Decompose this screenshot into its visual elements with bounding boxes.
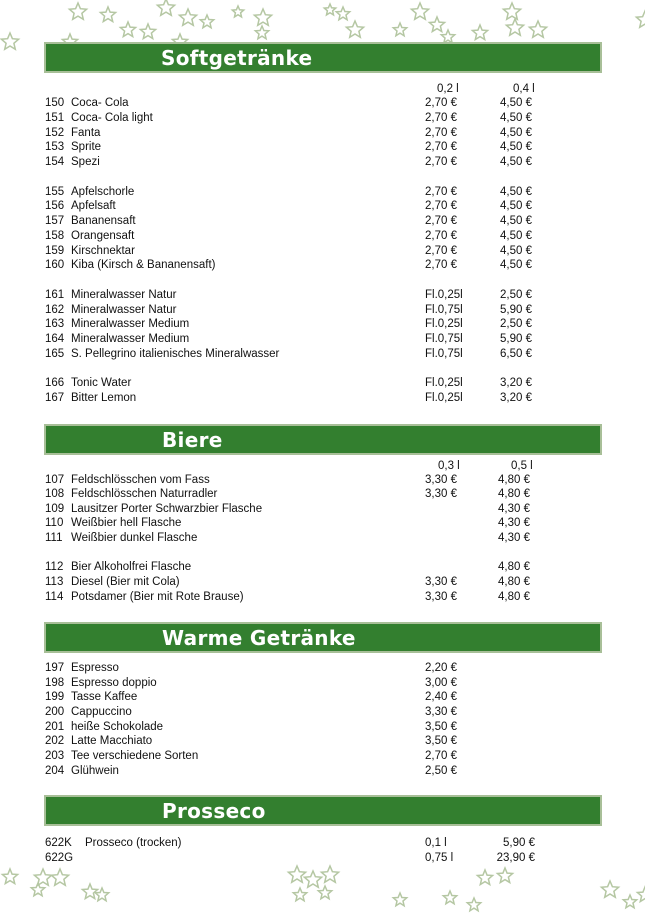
item-price-2: 4,30 € (498, 517, 530, 529)
menu-item (45, 347, 555, 362)
item-name: Kirschnektar (71, 245, 135, 257)
item-price-2: 23,90 € (496, 852, 535, 864)
item-price-2: 4,80 € (498, 576, 530, 588)
item-price-2: 4,80 € (498, 591, 530, 603)
item-price-2: 2,50 € (500, 289, 532, 301)
item-price-2: 4,50 € (500, 141, 532, 153)
item-name: Apfelsaft (71, 200, 116, 212)
menu-item (45, 836, 555, 851)
item-name: Weißbier dunkel Flasche (71, 532, 198, 544)
item-name: heiße Schokolade (71, 721, 164, 733)
star-icon (393, 23, 406, 36)
item-price-2: 4,50 € (500, 230, 532, 242)
item-price-1: 2,70 € (425, 127, 457, 139)
item-name: Mineralwasser Medium (71, 333, 190, 345)
item-price-1: 3,30 € (425, 576, 457, 588)
item-price-1: Fl.0,25l (425, 289, 463, 301)
item-number: 163 (45, 318, 65, 330)
item-name: Espresso (71, 662, 119, 674)
star-icon (179, 9, 196, 25)
item-price-1: 2,70 € (425, 215, 457, 227)
item-number: 204 (45, 765, 65, 777)
menu-item (45, 111, 555, 126)
section-title: Prosseco (162, 799, 266, 823)
star-icon (31, 883, 44, 896)
star-icon (82, 884, 97, 899)
section-header-softgetraenke (44, 42, 602, 73)
menu-item (45, 303, 555, 318)
item-number: 112 (45, 561, 64, 573)
section-title: Softgetränke (161, 46, 313, 70)
star-icon (255, 26, 268, 39)
menu-item (45, 575, 555, 590)
item-number: 110 (45, 517, 64, 529)
menu-item (45, 720, 555, 735)
menu-item (45, 473, 555, 488)
item-number: 107 (45, 474, 65, 486)
star-icon (601, 881, 618, 897)
menu-item (45, 332, 555, 347)
item-name: Feldschlösschen Naturradler (71, 488, 218, 500)
item-price-1: 0,75 l (425, 852, 454, 864)
item-price-2: 3,20 € (500, 392, 532, 404)
column-headers (45, 459, 555, 474)
item-name: Espresso doppio (71, 677, 157, 689)
item-name: Bitter Lemon (71, 392, 137, 404)
item-price-1: Fl.0,25l (425, 392, 463, 404)
item-price-2: 6,50 € (500, 348, 532, 360)
item-price-1: 3,50 € (425, 735, 457, 747)
item-number: 155 (45, 186, 65, 198)
star-icon (393, 893, 406, 906)
item-number: 197 (45, 662, 65, 674)
item-number: 203 (45, 750, 65, 762)
item-price-2: 4,30 € (498, 532, 530, 544)
column-header-large: 0,5 l (511, 460, 533, 472)
star-icon (637, 887, 645, 902)
item-price-1: 2,70 € (425, 112, 457, 124)
menu-item (45, 214, 555, 229)
item-price-2: 4,80 € (498, 561, 530, 573)
menu-item (45, 258, 555, 273)
item-name: Latte Macchiato (71, 735, 153, 747)
item-price-2: 5,90 € (500, 333, 532, 345)
item-name: Mineralwasser Natur (71, 289, 177, 301)
star-icon (346, 21, 363, 37)
item-price-1: 2,50 € (425, 765, 457, 777)
menu-item (45, 487, 555, 502)
star-icon (529, 21, 546, 37)
menu-item (45, 661, 555, 676)
item-name: Coca- Cola light (71, 112, 153, 124)
item-price-1: 0,1 l (425, 837, 447, 849)
star-icon (623, 895, 636, 908)
star-icon (477, 870, 492, 885)
item-price-1: Fl.0,25l (425, 377, 463, 389)
item-name: Weißbier hell Flasche (71, 517, 182, 529)
menu-item (45, 676, 555, 691)
item-name: Mineralwasser Medium (71, 318, 190, 330)
item-number: 114 (45, 591, 64, 603)
menu-item (45, 531, 555, 546)
menu-item (45, 126, 555, 141)
section-header-warme-getraenke (44, 622, 602, 653)
section-title: Biere (162, 428, 223, 452)
item-name: Coca- Cola (71, 97, 129, 109)
item-price-2: 4,50 € (500, 215, 532, 227)
item-price-1: Fl.0,75l (425, 304, 463, 316)
item-number: 622G (45, 852, 74, 864)
star-icon (441, 30, 454, 43)
item-number: 154 (45, 156, 65, 168)
item-number: 111 (45, 532, 63, 544)
item-name: Potsdamer (Bier mit Rote Brause) (71, 591, 244, 603)
menu-item (45, 764, 555, 779)
item-name: Orangensaft (71, 230, 135, 242)
item-price-1: Fl.0,25l (425, 318, 463, 330)
star-icon (100, 7, 115, 22)
menu-item (45, 199, 555, 214)
menu-item (45, 734, 555, 749)
item-price-1: Fl.0,75l (425, 348, 463, 360)
star-icon (503, 3, 520, 19)
item-name: Mineralwasser Natur (71, 304, 177, 316)
item-price-1: 2,70 € (425, 141, 457, 153)
star-icon (472, 25, 487, 40)
menu-item (45, 244, 555, 259)
item-number: 152 (45, 127, 65, 139)
item-name: Tonic Water (71, 377, 132, 389)
item-price-1: 3,30 € (425, 474, 457, 486)
item-name: Kiba (Kirsch & Bananensaft) (71, 259, 216, 271)
item-name: Cappuccino (71, 706, 132, 718)
star-icon (467, 898, 480, 911)
item-name: Apfelschorle (71, 186, 135, 198)
item-price-1: 2,20 € (425, 662, 457, 674)
menu-item (45, 229, 555, 244)
item-price-2: 4,50 € (500, 127, 532, 139)
item-name: Prosseco (trocken) (85, 837, 182, 849)
item-price-2: 3,20 € (500, 377, 532, 389)
column-header-small: 0,3 l (438, 460, 460, 472)
item-price-2: 4,50 € (500, 245, 532, 257)
item-number: 113 (45, 576, 64, 588)
item-number: 201 (45, 721, 65, 733)
item-name: Bier Alkoholfrei Flasche (71, 561, 192, 573)
menu-item (45, 96, 555, 111)
column-header-large: 0,4 l (513, 83, 535, 95)
star-icon (429, 17, 444, 32)
item-name: Lausitzer Porter Schwarzbier Flasche (71, 503, 263, 515)
star-icon (2, 869, 17, 884)
item-price-1: 3,30 € (425, 488, 457, 500)
section-header-biere (44, 424, 602, 455)
star-icon (497, 868, 512, 883)
item-number: 108 (45, 488, 65, 500)
item-number: 157 (45, 215, 65, 227)
menu-item (45, 376, 555, 391)
star-icon (304, 871, 321, 887)
item-price-1: 2,70 € (425, 200, 457, 212)
item-price-1: 2,70 € (425, 245, 457, 257)
item-price-1: 2,70 € (425, 97, 457, 109)
star-icon (411, 3, 428, 19)
star-icon (636, 11, 645, 27)
item-price-1: 2,40 € (425, 691, 457, 703)
column-header-small: 0,2 l (437, 83, 459, 95)
menu-item (45, 502, 555, 517)
star-icon (318, 886, 331, 899)
item-price-2: 4,50 € (500, 200, 532, 212)
menu-item (45, 155, 555, 170)
star-icon (157, 0, 174, 15)
item-price-1: 2,70 € (425, 186, 457, 198)
menu-item (45, 391, 555, 406)
item-number: 160 (45, 259, 65, 271)
item-name: Feldschlösschen vom Fass (71, 474, 210, 486)
item-number: 150 (45, 97, 65, 109)
star-icon (506, 19, 523, 35)
item-name: Tee verschiedene Sorten (71, 750, 199, 762)
item-number: 200 (45, 706, 65, 718)
star-icon (200, 15, 213, 28)
item-price-1: 3,00 € (425, 677, 457, 689)
menu-item (45, 185, 555, 200)
item-name: Sprite (71, 141, 102, 153)
item-name: Bananensaft (71, 215, 136, 227)
item-number: 198 (45, 677, 65, 689)
item-price-1: 3,30 € (425, 706, 457, 718)
item-number: 153 (45, 141, 65, 153)
item-price-2: 2,50 € (500, 318, 532, 330)
star-icon (69, 3, 86, 19)
item-price-1: 2,70 € (425, 230, 457, 242)
section-header-prosseco (44, 795, 602, 826)
item-number: 202 (45, 735, 65, 747)
star-icon (95, 888, 108, 901)
item-number: 166 (45, 377, 65, 389)
item-number: 161 (45, 289, 65, 301)
menu-item (45, 317, 555, 332)
item-price-2: 4,50 € (500, 156, 532, 168)
item-number: 162 (45, 304, 65, 316)
item-price-2: 4,50 € (500, 112, 532, 124)
item-price-2: 4,80 € (498, 474, 530, 486)
menu-item (45, 749, 555, 764)
item-price-1: 2,70 € (425, 259, 457, 271)
item-price-2: 5,90 € (503, 837, 535, 849)
item-name: Fanta (71, 127, 101, 139)
column-headers (45, 82, 555, 97)
star-icon (254, 9, 271, 25)
menu-item (45, 851, 555, 866)
item-number: 164 (45, 333, 65, 345)
item-number: 622K (45, 837, 72, 849)
star-icon (140, 24, 155, 39)
item-number: 109 (45, 503, 65, 515)
menu-item (45, 690, 555, 705)
star-icon (336, 7, 349, 20)
menu-item (45, 705, 555, 720)
item-price-2: 4,80 € (498, 488, 530, 500)
item-price-2: 4,50 € (500, 259, 532, 271)
item-price-1: 3,30 € (425, 591, 457, 603)
item-name: Spezi (71, 156, 100, 168)
section-title: Warme Getränke (162, 626, 356, 650)
item-number: 151 (45, 112, 65, 124)
star-icon (232, 6, 243, 17)
star-icon (51, 869, 68, 885)
star-icon (443, 891, 456, 904)
star-icon (321, 866, 338, 882)
item-price-1: 2,70 € (425, 156, 457, 168)
star-icon (1, 33, 18, 49)
item-number: 165 (45, 348, 65, 360)
menu-item (45, 560, 555, 575)
item-price-2: 5,90 € (500, 304, 532, 316)
item-name: S. Pellegrino italienisches Mineralwasser (71, 348, 280, 360)
star-icon (120, 22, 135, 37)
menu-item (45, 288, 555, 303)
item-number: 158 (45, 230, 65, 242)
star-icon (324, 4, 335, 15)
item-price-1: 3,50 € (425, 721, 457, 733)
item-number: 156 (45, 200, 65, 212)
menu-item (45, 590, 555, 605)
item-name: Diesel (Bier mit Cola) (71, 576, 180, 588)
item-price-1: 2,70 € (425, 750, 457, 762)
item-price-2: 4,30 € (498, 503, 530, 515)
item-price-2: 4,50 € (500, 186, 532, 198)
item-number: 159 (45, 245, 65, 257)
item-number: 199 (45, 691, 65, 703)
star-icon (34, 869, 51, 885)
star-icon (293, 888, 306, 901)
item-number: 167 (45, 392, 65, 404)
item-price-1: Fl.0,75l (425, 333, 463, 345)
menu-item (45, 140, 555, 155)
star-icon (288, 866, 305, 882)
menu-item (45, 516, 555, 531)
item-name: Glühwein (71, 765, 119, 777)
item-name: Tasse Kaffee (71, 691, 138, 703)
item-price-2: 4,50 € (500, 97, 532, 109)
